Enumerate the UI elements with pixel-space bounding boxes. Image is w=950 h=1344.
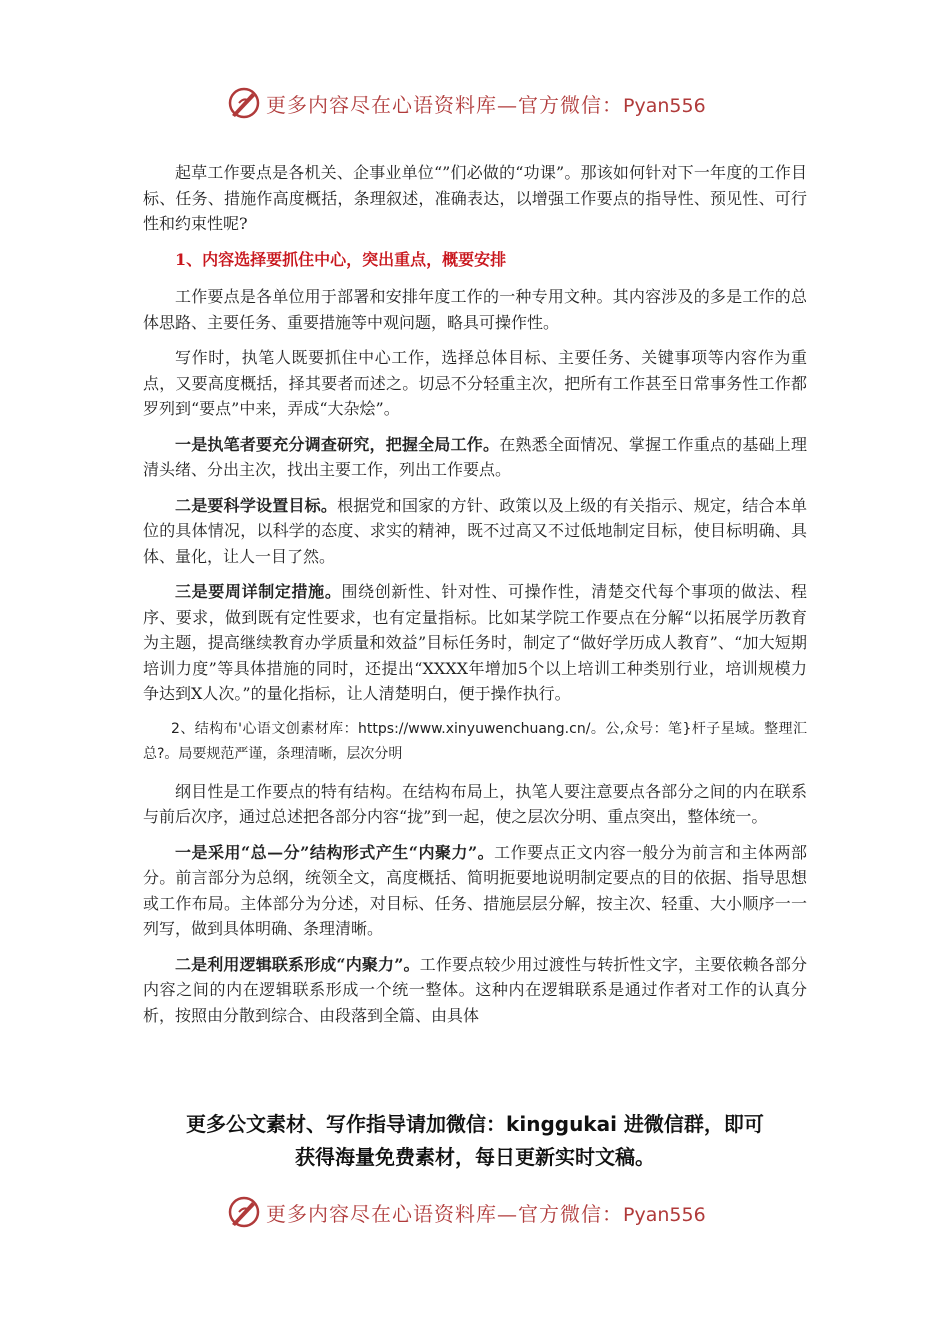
item-text: 工作要点正文内容一般分为前言和主体两部分。前言部分为总纲，统领全文，高度概括、简明扼要地说明制定要点的目的依据、指导思想或工作布局。主体部分为分述，对目标、任务、措施层层分解，按主次、轻重、大小顺序一一列写，做到具体明确、条理清晰。 — [143, 842, 807, 938]
item-text: 工作要点较少用过渡性与转折性文字，主要依赖各部分内容之间的内在逻辑联系形成一个统一整体。这种内在逻辑联系是通过作者对工作的认真分析，按照由分散到综合、由段落到全篇、由具体 — [143, 954, 807, 1025]
item-lead: 二是利用逻辑联系形成“内聚力”。 — [175, 954, 420, 974]
promo-line-2: 获得海量免费素材，每日更新实时文稿。 — [295, 1145, 655, 1169]
item-lead: 一是执笔者要充分调查研究，把握全局工作。 — [175, 434, 500, 454]
section1-item-3 — [143, 579, 807, 707]
promo-notice — [110, 1108, 840, 1174]
section2-item-1 — [143, 840, 807, 942]
section2-paragraph-1: 纲目性是工作要点的特有结构。在结构布局上，执笔人要注意要点各部分之间的内在联系与前后次序，通过总述把各部分内容“拢”到一起，使之层次分明、重点突出，整体统一。 — [143, 781, 807, 826]
banner-wechat-id: Pyan556 — [623, 95, 706, 117]
pen-logo-icon — [226, 1194, 262, 1230]
item-text: 根据党和国家的方针、政策以及上级的有关指示、规定，结合本单位的具体情况，以科学的态度、求实的精神，既不过高又不过低地制定目标，使目标明确、具体、量化，让人一目了然。 — [143, 495, 807, 566]
item-text: 在熟悉全面情况、掌握工作重点的基础上理清头绪、分出主次，找出主要工作，列出工作要点。 — [143, 434, 807, 479]
section2-item-2 — [143, 952, 807, 1029]
article-body — [143, 160, 807, 1038]
banner-text: 更多内容尽在心语资料库—官方微信：Pyan556 — [266, 1202, 706, 1226]
pen-logo-icon — [226, 85, 262, 121]
section1-paragraph-1: 工作要点是各单位用于部署和安排年度工作的一种专用文种。其内容涉及的多是工作的总体思路、主要任务、重要措施等中观问题，略具可操作性。 — [143, 287, 807, 332]
intro-paragraph: 起草工作要点是各机关、企事业单位“”们必做的“功课”。那该如何针对下一年度的工作目标、任务、措施作高度概括，条理叙述，准确表达，以增强工作要点的指导性、预见性、可行性和约束性呢? — [143, 163, 807, 233]
item-lead: 一是采用“总—分”结构形式产生“内聚力”。 — [175, 842, 495, 862]
footer-banner — [0, 1192, 950, 1232]
banner-text: 更多内容尽在心语资料库—官方微信：Pyan556 — [266, 93, 706, 117]
section1-heading: 1、内容选择要抓住中心，突出重点，概要安排 — [175, 249, 507, 269]
promo-line-1: 更多公文素材、写作指导请加微信：kinggukai 进微信群，即可 — [186, 1112, 764, 1136]
section1-item-1 — [143, 432, 807, 483]
item-lead: 三是要周详制定措施。 — [175, 582, 342, 601]
item-text: 围绕创新性、针对性、可操作性，清楚交代每个事项的做法、程序、要求，做到既有定性要求，也有定量指标。比如某学院工作要点在分解“以拓展学历教育为主题，提高继续教育办学质量和效益”目标任务时，制定了“做好学历成人教育”、“加大短期培训力度”等具体措施的同时，还提出“XXXX年增加5个以上培训工种类别行业，培训规模力争达到X人次。”的量化指标，让人清楚明白，便于操作执行。 — [143, 582, 807, 703]
header-banner — [0, 83, 950, 123]
item-lead: 二是要科学设置目标。 — [175, 495, 338, 515]
banner-wechat-id: Pyan556 — [623, 1204, 706, 1226]
section1-paragraph-2: 写作时，执笔人既要抓住中心工作，选择总体目标、主要任务、关键事项等内容作为重点，又要高度概括，择其要者而述之。切忌不分轻重主次，把所有工作甚至日常事务性工作都罗列到“要点”中来，弄成“大杂烩”。 — [143, 348, 807, 418]
section2-heading: 2、结构布'心语文创素材库：https://www.xinyuwenchuang.cn/。公,众号：笔}杆子星域。整理汇总?。局要规范严谨，条理清晰，层次分明 — [143, 720, 807, 762]
section1-item-2 — [143, 493, 807, 570]
